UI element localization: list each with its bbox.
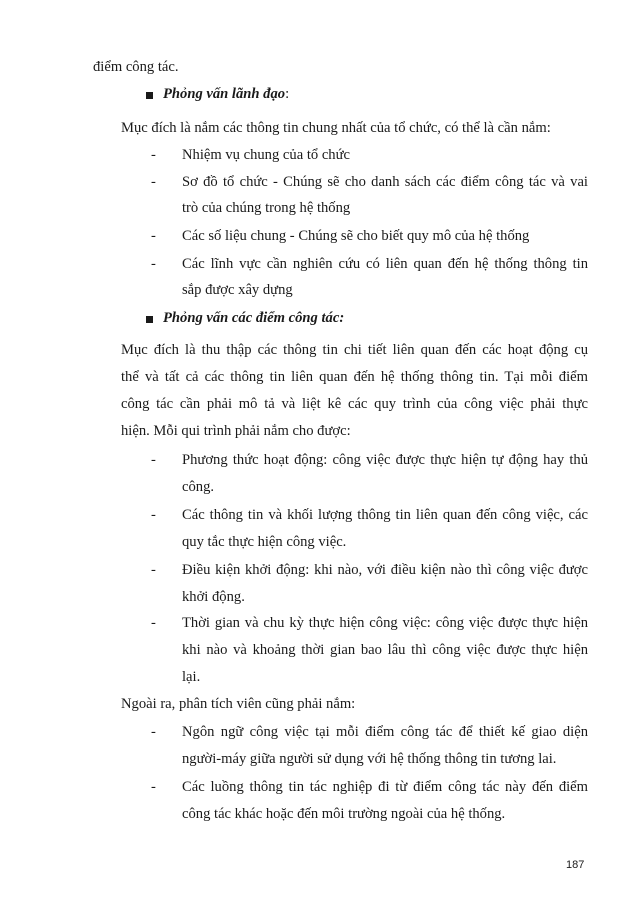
list-item: Các luồng thông tin tác nghiệp đi từ điểm công tác này đến điểm bbox=[182, 779, 588, 795]
dash-marker: - bbox=[151, 615, 156, 631]
list-item-cont: trò của chúng trong hệ thống bbox=[182, 200, 351, 216]
section1-heading-text: Phỏng vấn lãnh đạo bbox=[163, 86, 286, 102]
list-item-cont: khởi động. bbox=[182, 589, 245, 605]
dash-marker: - bbox=[151, 147, 156, 163]
dash-marker: - bbox=[151, 507, 156, 523]
list-item: Nhiệm vụ chung của tổ chức bbox=[182, 147, 350, 163]
list-item: Điều kiện khởi động: khi nào, với điều kiện nào thì công việc được bbox=[182, 562, 588, 578]
section1-heading-colon: : bbox=[285, 86, 290, 102]
intro-tail-text: điểm công tác. bbox=[93, 59, 179, 75]
list-item-cont: người-máy giữa người sử dụng với hệ thống thông tin tương lai. bbox=[182, 751, 557, 767]
page-number: 187 bbox=[566, 859, 585, 871]
list-item: Các số liệu chung - Chúng sẽ cho biết quy mô của hệ thống bbox=[182, 228, 530, 244]
section1-purpose: Mục đích là nắm các thông tin chung nhất của tổ chức, có thể là cần nắm: bbox=[121, 120, 551, 136]
dash-marker: - bbox=[151, 779, 156, 795]
dash-marker: - bbox=[151, 256, 156, 272]
section1-heading bbox=[163, 85, 289, 103]
list-item-cont: sắp được xây dựng bbox=[182, 282, 293, 298]
section2-paragraph-line: Mục đích là thu thập các thông tin chi tiết liên quan đến các hoạt động cụ bbox=[121, 342, 588, 358]
dash-marker: - bbox=[151, 452, 156, 468]
list-item: Ngôn ngữ công việc tại mỗi điểm công tác để thiết kế giao diện bbox=[182, 724, 588, 740]
square-bullet-icon bbox=[146, 316, 153, 323]
section3-lead: Ngoài ra, phân tích viên cũng phải nắm: bbox=[121, 696, 356, 712]
section2-heading: Phỏng vấn các điểm công tác: bbox=[163, 310, 345, 326]
dash-marker: - bbox=[151, 228, 156, 244]
section2-paragraph-line: thể và tất cả các thông tin liên quan đến hệ thống thông tin. Tại mỗi điểm bbox=[121, 369, 588, 385]
list-item-cont: công. bbox=[182, 479, 215, 495]
dash-marker: - bbox=[151, 562, 156, 578]
list-item: Các lĩnh vực cần nghiên cứu có liên quan đến hệ thống thông tin bbox=[182, 256, 588, 272]
list-item: Thời gian và chu kỳ thực hiện công việc: công việc được thực hiện bbox=[182, 615, 588, 631]
list-item: Phương thức hoạt động: công việc được thực hiện tự động hay thủ bbox=[182, 452, 588, 468]
list-item-cont: công tác khác hoặc đến môi trường ngoài của hệ thống. bbox=[182, 806, 506, 822]
square-bullet-icon bbox=[146, 92, 153, 99]
list-item: Các thông tin và khối lượng thông tin liên quan đến công việc, các bbox=[182, 507, 588, 523]
list-item-cont: lại. bbox=[182, 669, 201, 685]
section2-paragraph-line: công tác cần phải mô tả và liệt kê các quy trình của công việc phải thực bbox=[121, 396, 588, 412]
section2-paragraph-line: hiện. Mỗi qui trình phải nắm cho được: bbox=[121, 423, 351, 439]
dash-marker: - bbox=[151, 724, 156, 740]
dash-marker: - bbox=[151, 174, 156, 190]
list-item-cont: quy tắc thực hiện công việc. bbox=[182, 534, 347, 550]
list-item-cont: khi nào và khoảng thời gian bao lâu thì công việc được thực hiện bbox=[182, 642, 588, 658]
list-item: Sơ đồ tổ chức - Chúng sẽ cho danh sách các điểm công tác và vai bbox=[182, 174, 588, 190]
